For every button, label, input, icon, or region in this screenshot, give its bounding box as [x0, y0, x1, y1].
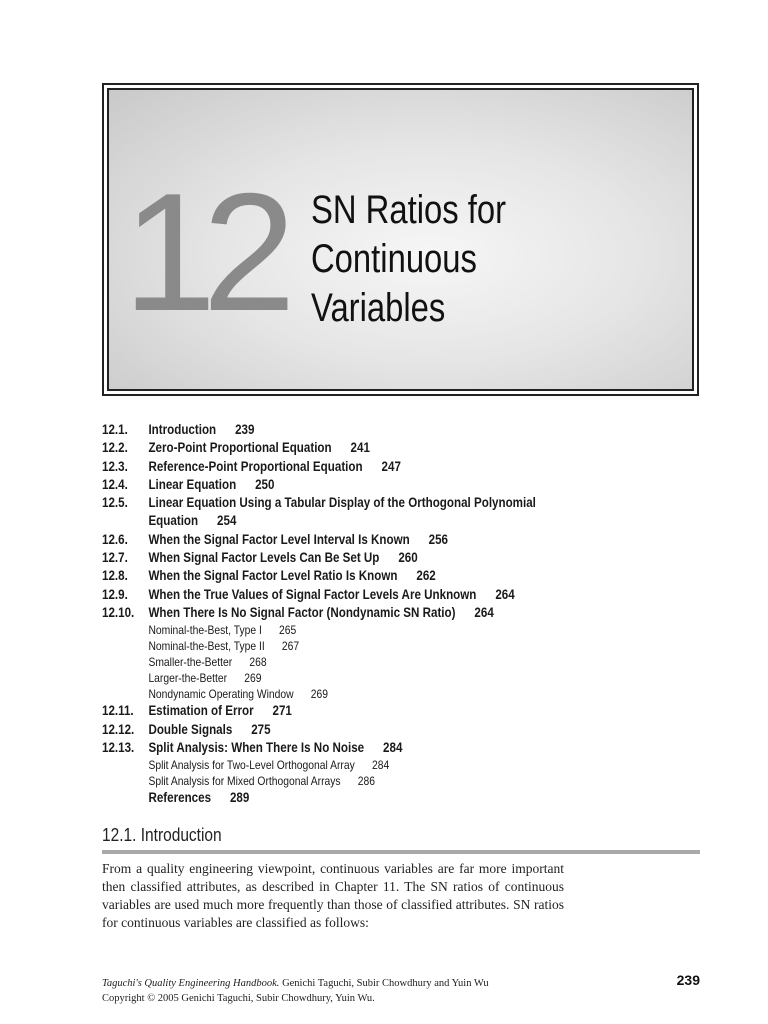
toc-entry-title: Estimation of Error [148, 703, 254, 719]
toc-entry-title: When Signal Factor Levels Can Be Set Up [148, 550, 380, 566]
toc-entry-title: Split Analysis: When There Is No Noise [148, 739, 365, 755]
toc-entry-page: 264 [474, 604, 494, 620]
toc-entry-title: Introduction [148, 422, 217, 437]
toc-entry-number: 12.4. [102, 476, 128, 492]
toc-subentry-title: Nondynamic Operating Window [148, 687, 294, 702]
toc-subentry-page: 268 [249, 655, 267, 670]
toc-entry-title: Linear Equation [148, 476, 237, 492]
toc-entry-page: 241 [350, 440, 370, 456]
toc-entry-number: 12.13. [102, 739, 135, 755]
toc-entry [102, 494, 695, 512]
body-paragraph: From a quality engineering viewpoint, continuous variables are far more important then classified attributes, as described in Chapter 11. The SN ratios of continuous variables are used much more frequently than those of classified attributes. SN ratios for continuous variables are classified as follows: [102, 861, 564, 930]
section-divider [102, 850, 700, 854]
toc-entry-title: Reference-Point Proportional Equation [148, 458, 363, 474]
toc-subentry-page: 267 [281, 639, 300, 654]
toc-entry-number: 12.5. [102, 495, 128, 511]
toc-subentry [102, 622, 618, 638]
section-title: 12.1. Introduction [102, 825, 222, 845]
toc-subentry-title: Split Analysis for Two-Level Orthogonal Array [148, 758, 355, 773]
toc-subentry [102, 686, 618, 702]
toc-entry-page: 260 [398, 550, 418, 566]
toc-entry-page: 264 [495, 586, 515, 602]
chapter-number: 12 [123, 158, 282, 346]
footer-copyright: Copyright © 2005 Genichi Taguchi, Subir Chowdhury, Yuin Wu. [102, 993, 375, 1004]
toc-entry [102, 567, 695, 585]
section-heading [102, 824, 700, 854]
toc-entry [102, 476, 695, 494]
toc-entry-page: 239 [235, 422, 255, 437]
toc-entry [102, 604, 695, 622]
toc-entry-page: 275 [251, 721, 271, 737]
toc-entry-title: Double Signals [148, 721, 233, 737]
toc-subentry-title: Split Analysis for Mixed Orthogonal Arrays [148, 774, 341, 789]
toc-entry [102, 789, 695, 807]
footer-authors: Genichi Taguchi, Subir Chowdhury and Yuin Wu [282, 978, 489, 989]
page-footer [102, 976, 702, 1006]
toc-subentry [102, 757, 618, 773]
toc-entry [102, 421, 695, 439]
toc-subentry [102, 638, 618, 654]
toc-subentry-page: 269 [244, 671, 262, 686]
toc-entry-number: 12.3. [102, 458, 128, 474]
toc-entry-title: When the Signal Factor Level Ratio Is Known [148, 568, 398, 584]
toc-entry-page: 289 [229, 790, 250, 806]
chapter-title [311, 186, 506, 333]
toc-subentry [102, 670, 618, 686]
toc-entry-title: Linear Equation Using a Tabular Display of the Orthogonal Polynomial [148, 495, 536, 511]
toc-entry [102, 586, 695, 604]
toc-subentry-page: 269 [310, 687, 328, 702]
toc-entry-page: 284 [383, 739, 403, 755]
table-of-contents [102, 421, 702, 807]
toc-entry-number: 12.12. [102, 721, 135, 737]
toc-entry-number: 12.9. [102, 586, 128, 602]
toc-subentry [102, 654, 618, 670]
toc-entry-number: 12.1. [102, 422, 128, 437]
toc-entry-title: When There Is No Signal Factor (Nondynamic SN Ratio) [148, 604, 456, 620]
toc-entry-number: 12.2. [102, 440, 128, 456]
toc-entry-title: When the Signal Factor Level Interval Is Known [148, 531, 410, 547]
chapter-title-line: SN Ratios for [311, 188, 507, 232]
chapter-header-panel [107, 88, 694, 391]
toc-entry [102, 458, 695, 476]
toc-entry [102, 531, 695, 549]
toc-entry [102, 702, 695, 720]
chapter-title-line: Continuous [311, 237, 477, 281]
toc-entry-page: 271 [272, 703, 292, 719]
toc-entry-title: When the True Values of Signal Factor Levels Are Unknown [148, 586, 477, 602]
toc-entry [102, 739, 695, 757]
toc-subentry-page: 265 [279, 623, 297, 638]
page-number: 239 [676, 972, 700, 988]
toc-subentry-title: Nominal-the-Best, Type I [148, 623, 262, 638]
toc-entry [102, 439, 695, 457]
toc-entry-title: References [148, 790, 212, 806]
chapter-title-line: Variables [311, 286, 446, 330]
toc-entry-number: 12.6. [102, 531, 128, 547]
chapter-header-box [102, 83, 699, 396]
toc-entry-title: Zero-Point Proportional Equation [148, 440, 332, 456]
toc-subentry-page: 284 [371, 758, 390, 773]
toc-entry [102, 721, 695, 739]
toc-subentry [102, 773, 618, 789]
toc-subentry-title: Nominal-the-Best, Type II [148, 639, 265, 654]
toc-entry-number: 12.8. [102, 568, 128, 584]
toc-entry-number: 12.11. [102, 703, 134, 719]
toc-entry-number: 12.7. [102, 550, 128, 566]
toc-entry-page: 262 [416, 568, 436, 584]
toc-entry-title-continued: Equation [148, 513, 199, 529]
toc-subentry-title: Smaller-the-Better [148, 655, 233, 670]
toc-entry-page: 256 [428, 531, 449, 547]
toc-entry-number: 12.10. [102, 604, 135, 620]
toc-entry-page: 247 [381, 458, 401, 474]
toc-entry [102, 549, 695, 567]
toc-subentry-page: 286 [357, 774, 376, 789]
toc-subentry-title: Larger-the-Better [148, 671, 228, 686]
toc-entry-page: 250 [255, 476, 275, 492]
footer-book-title: Taguchi's Quality Engineering Handbook. [102, 978, 280, 989]
toc-entry-page: 254 [217, 513, 237, 529]
toc-entry-continuation [102, 512, 742, 530]
